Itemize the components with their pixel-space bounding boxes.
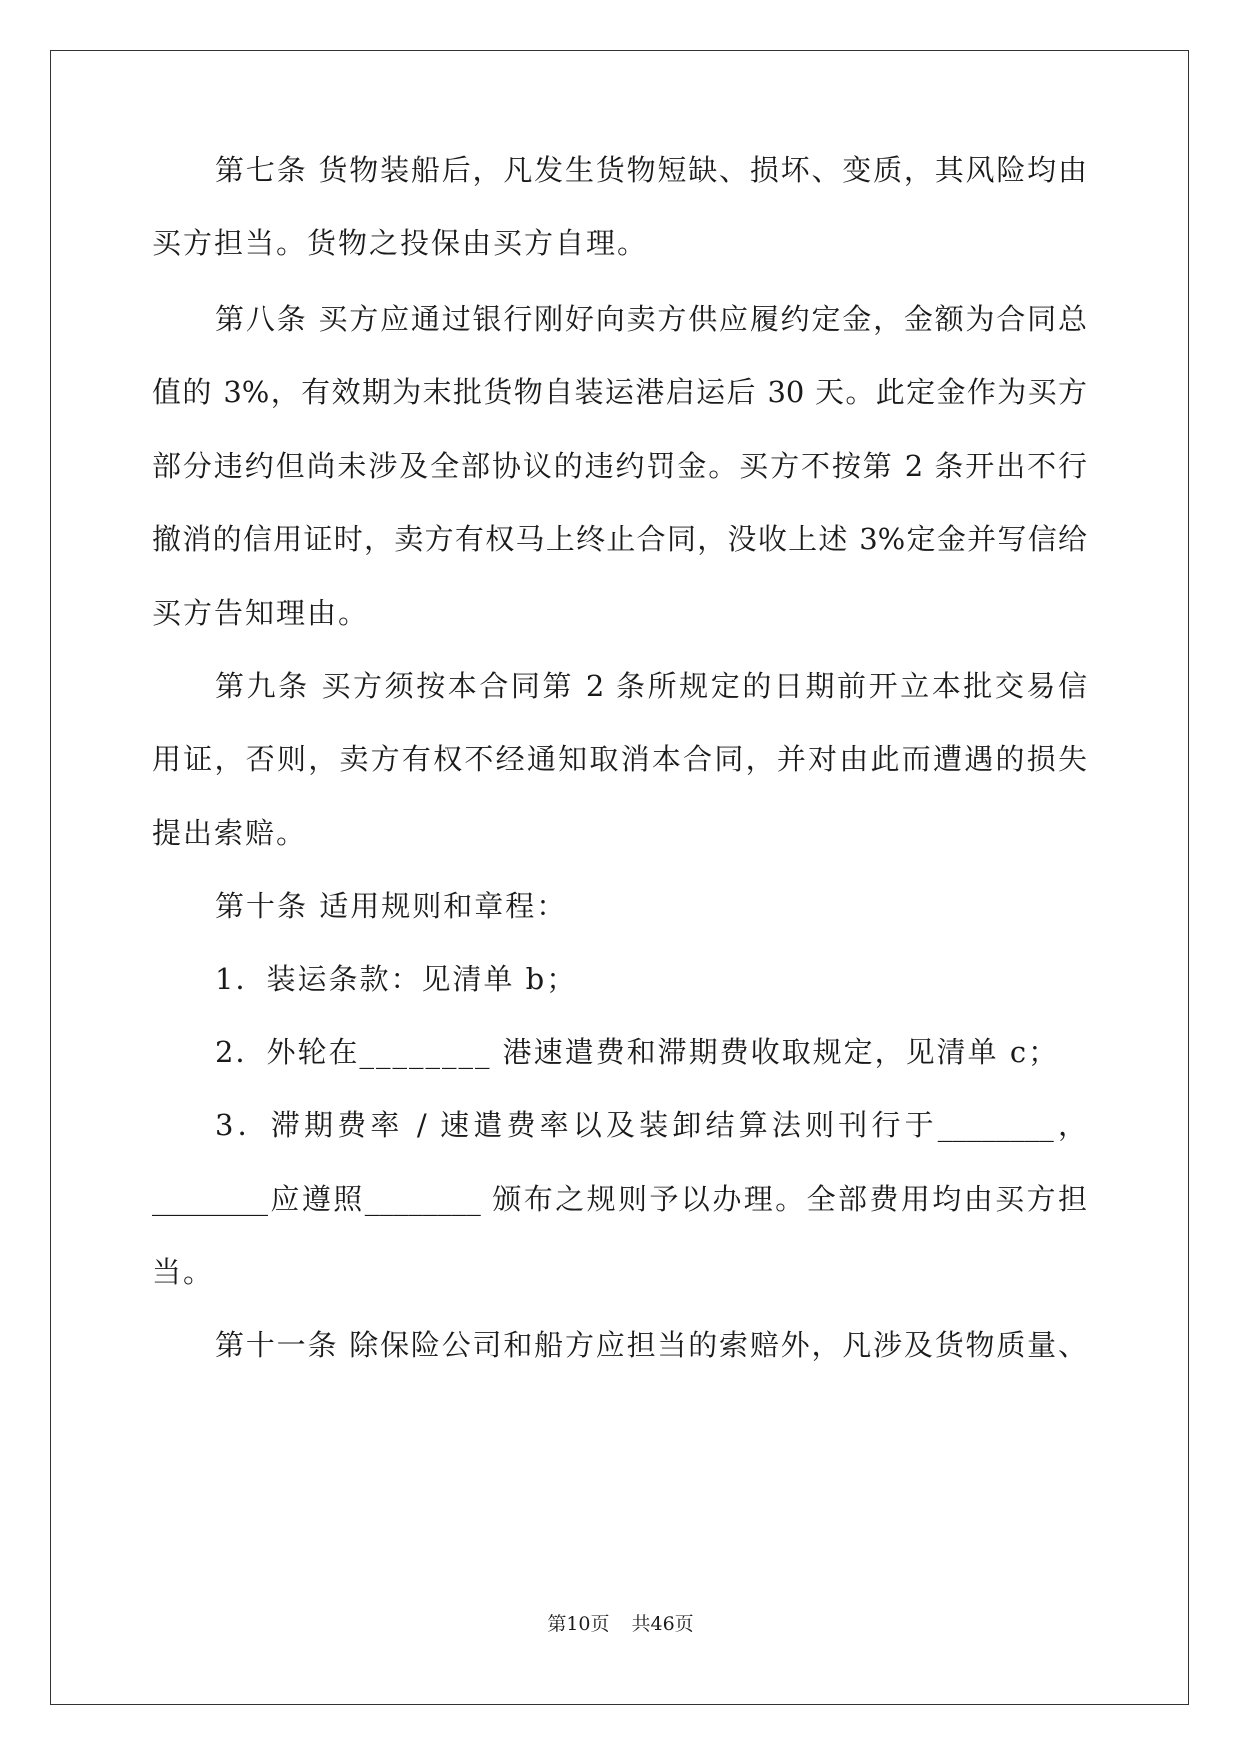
text-line: 提出索赔。	[152, 816, 308, 850]
text-line: 第七条 货物装船后，凡发生货物短缺、损坏、变质，其风险均由	[215, 153, 1087, 187]
text-line: 第十一条 除保险公司和船方应担当的索赔外，凡涉及货物质量、	[215, 1328, 1087, 1362]
page-total: 共46页	[631, 1613, 694, 1635]
text-line: 第八条 买方应通过银行刚好向卖方供应履约定金，金额为合同总	[215, 302, 1087, 336]
text-line: 2．外轮在________ 港速遣费和滞期费收取规定，见清单 c；	[215, 1035, 1060, 1069]
text-line: 部分违约但尚未涉及全部协议的违约罚金。买方不按第 2 条开出不行	[152, 449, 1087, 483]
page-footer	[0, 1612, 1241, 1636]
page-number: 第10页	[547, 1613, 610, 1635]
text-line: 用证，否则，卖方有权不经通知取消本合同，并对由此而遭遇的损失	[152, 742, 1087, 776]
text-line: ________应遵照________ 颁布之规则予以办理。全部费用均由买方担	[152, 1182, 1087, 1216]
text-line: 买方担当。货物之投保由买方自理。	[152, 226, 649, 260]
text-line: 买方告知理由。	[152, 596, 370, 630]
text-line: 值的 3%，有效期为末批货物自装运港启运后 30 天。此定金作为买方	[152, 375, 1087, 409]
text-line: 第九条 买方须按本合同第 2 条所规定的日期前开立本批交易信	[215, 669, 1087, 703]
text-line: 撤消的信用证时，卖方有权马上终止合同，没收上述 3%定金并写信给	[152, 522, 1087, 556]
text-line: 第十条 适用规则和章程：	[215, 889, 568, 923]
text-line: 3．滞期费率 / 速遣费率以及装卸结算法则刊行于________，	[215, 1108, 1087, 1142]
text-line: 1．装运条款：见清单 b；	[215, 962, 578, 996]
text-line: 当。	[152, 1255, 215, 1289]
